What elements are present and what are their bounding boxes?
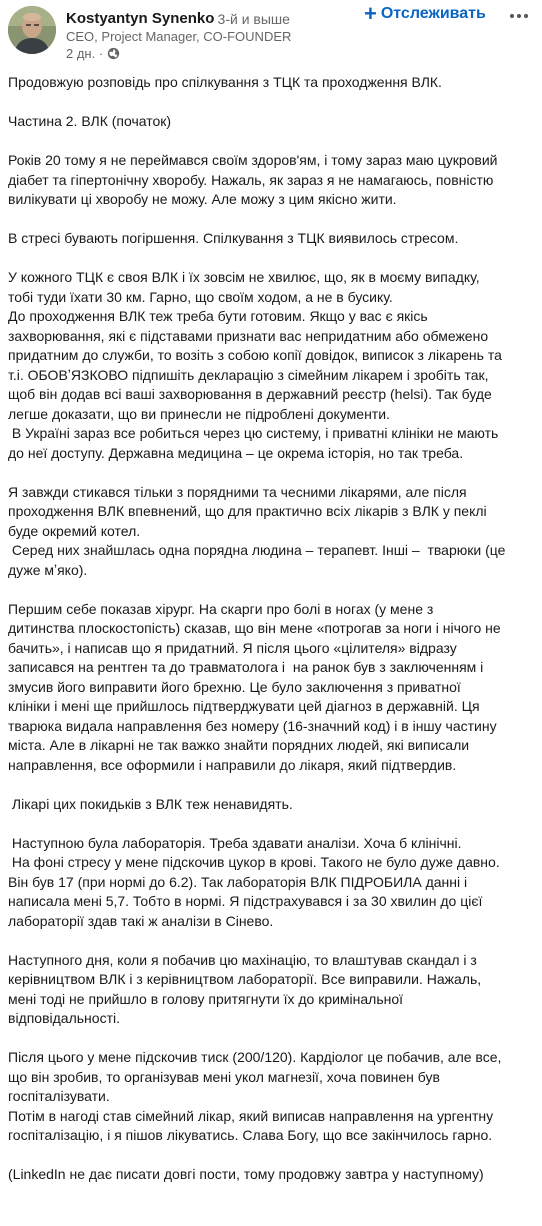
post-paragraph: Першим себе показав хірург. На скарги про болі в ногах (у мене з дитинства плоскостопість) сказав, що він мене «потрогав за ноги і нічого не бачить», і написав що я придатний. Я після цього «цілителя» відразу записався на рентген та до травматолога і на ранок був з заключенням і змусив його виправити його брехню. Це було заключення з приватної клініки і мені ще прийшлось підтверджувати цей діагноз в державній. Ця тварюка видала направлення без номеру (16-значний код) і в іншу частину міста. Але в лікарні не так важко знайти порядних людей, які виписали направлення, все оформили і направили до лікаря, який підтвердив. (8, 600, 501, 773)
avatar-photo (8, 6, 56, 54)
follow-button[interactable] (364, 1, 486, 26)
author-name[interactable]: Kostyantyn Synenko (66, 10, 215, 27)
post-paragraph: Лікарі цих покидьків з ВЛК теж ненавидять. (8, 795, 293, 812)
post-paragraph: Наступного дня, коли я побачив цю махінацію, то влаштував скандал і з керівництвом ВЛК і з керівництвом лабораторії. Все виправили. Нажаль, мені тоді не прийшло в голову притягнути їх до кримінальної відповідальності. (8, 951, 482, 1026)
connection-degree: · 3-й и выше (209, 11, 290, 27)
follow-button-label: Отслеживать (380, 5, 486, 22)
globe-icon (107, 47, 120, 60)
post-meta (66, 46, 120, 61)
post-paragraph: Наступною була лабораторія. Треба здавати аналізи. Хоча б клінічні. На фоні стресу у мене підскочив цукор в крові. Такого не було дуже давно. Він був 17 (при нормі до 6.2). Так лабораторія ВЛК ПІДРОБИЛА данні і написала мені 5,7. Тобто в нормі. Я підстрахувався і за 30 хвилин до цієї лабораторії здав такі ж аналізи в Сінево. (8, 834, 500, 929)
post-time: 2 дн. · (66, 46, 104, 61)
post-paragraph: Після цього у мене підскочив тиск (200/120). Кардіолог це побачив, але все, що він зробив, то організував мені укол магнезії, хоча повинен був госпіталізувати. Потім в нагоді став сімейний лікар, який виписав направлення на ургентну госпіталізацію, і я пішов лікуватись. Слава Богу, що все закінчилось гарно. (8, 1049, 502, 1143)
post-body (8, 73, 538, 1185)
more-icon (510, 14, 528, 18)
post-paragraph: (LinkedIn не дає писати довгі пости, тому продовжу завтра у наступному) (8, 1166, 484, 1182)
post-paragraph: Років 20 тому я не переймався своїм здоров'ям, і тому зараз маю цукровий діабет та гіпертонічну хворобу. Нажаль, як зараз я не намагаюсь, повністю вилікувати ці хворобу не можу. Але можу з цим якісно жити. (8, 152, 498, 207)
post-paragraph: В стресі бувають погіршення. Спілкування з ТЦК виявилось стресом. (8, 230, 459, 246)
plus-icon: + (364, 1, 377, 26)
post-paragraph: У кожного ТЦК є своя ВЛК і їх зовсім не хвилює, що, як в моєму випадку, тобі туди їхати 30 км. Гарно, що своїм ходом, а не в бусику. До проходження ВЛК теж треба бути готовим. Якщо у вас є якісь захворювання, які є підставами признати вас непридатним або обмежено придатним до служби, то возіть з собою копії довідок, виписок з лікарень та т.і. ОБОВʼЯЗКОВО підпишіть декларацію з сімейним лікарем і зробіть так, щоб він додав всі ваші захворювання в державний реєстр (helsi). Так буде легше доказати, що ви принесли не підроблені документи. В Україні зараз все робиться через цю систему, і приватні клініки не мають до неї доступу. Державна медицина – це окрема історія, но так треба. (8, 269, 502, 461)
more-options-button[interactable] (506, 4, 532, 28)
post-paragraph: Я завжди стикався тільки з порядними та чесними лікарями, але після проходження ВЛК впевнений, що для практично всіх лікарів з ВЛК у пеклі буде окремий котел. Серед них знайшлась одна порядна людина – терапевт. Інші – тварюки (це дуже мʼяко). (8, 483, 506, 578)
post-header (0, 0, 542, 68)
avatar[interactable] (8, 6, 56, 54)
author-headline: CEO, Project Manager, CO-FOUNDER (66, 29, 292, 44)
post-paragraph: Продовжую розповідь про спілкування з ТЦК та проходження ВЛК. (8, 74, 442, 90)
post-paragraph: Частина 2. ВЛК (початок) (8, 113, 172, 129)
